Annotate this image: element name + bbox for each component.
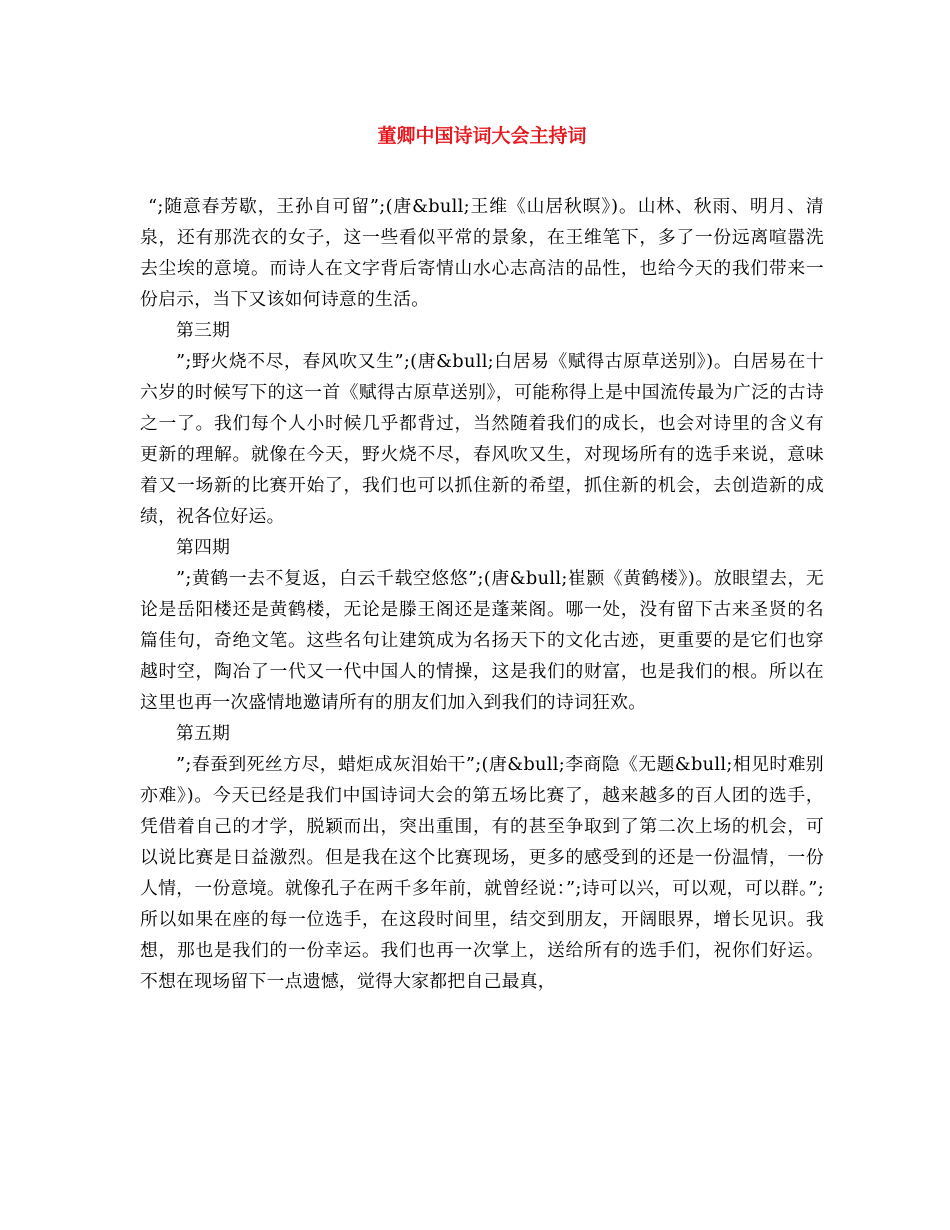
section-heading-4: 第四期 xyxy=(176,537,231,558)
document-title: 董卿中国诗词大会主持词 xyxy=(377,125,587,147)
paragraph-intro: “;随意春芳歇，王孙自可留”;(唐&bull;王维《山居秋暝》)。山林、秋雨、明月、清泉，还有那洗衣的女子，这一些看似平常的景象，在王维笔下，多了一份远离喧嚣洗去尘埃的意境。而诗人在文字背后寄情山水心志高洁的品性，也给今天的我们带来一份启示，当下又该如何诗意的生活。 xyxy=(140,196,824,310)
section-heading-5: 第五期 xyxy=(176,723,231,744)
paragraph-issue-5: ”;春蚕到死丝方尽，蜡炬成灰泪始干”;(唐&bull;李商隐《无题&bull;相见时难别亦难》)。今天已经是我们中国诗词大会的第五场比赛了，越来越多的百人团的选手，凭借着自己的才学，脱颖而出，突出重围，有的甚至争取到了第二次上场的机会，可以说比赛是日益激烈。但是我在这个比赛现场，更多的感受到的还是一份温情，一份人情，一份意境。就像孔子在两千多年前，就曾经说：”;诗可以兴，可以观，可以群。”;所以如果在座的每一位选手，在这段时间里，结交到朋友，开阔眼界，增长见识。我想，那也是我们的一份幸运。我们也再一次掌上，送给所有的选手们，祝你们好运。不想在现场留下一点遗憾，觉得大家都把自己最真， xyxy=(140,754,824,992)
document-body xyxy=(140,191,824,997)
paragraph-issue-4: ”;黄鹤一去不复返，白云千载空悠悠”;(唐&bull;崔颢《黄鹤楼》)。放眼望去，无论是岳阳楼还是黄鹤楼，无论是滕王阁还是蓬莱阁。哪一处，没有留下古来圣贤的名篇佳句，奇绝文笔。这些名句让建筑成为名扬天下的文化古迹，更重要的是它们也穿越时空，陶冶了一代又一代中国人的情操，这是我们的财富，也是我们的根。所以在这里也再一次盛情地邀请所有的朋友们加入到我们的诗词狂欢。 xyxy=(140,568,824,713)
paragraph-issue-3: ”;野火烧不尽，春风吹又生”;(唐&bull;白居易《赋得古原草送别》)。白居易在十六岁的时候写下的这一首《赋得古原草送别》，可能称得上是中国流传最为广泛的古诗之一了。我们每个人小时候几乎都背过，当然随着我们的成长，也会对诗里的含义有更新的理解。就像在今天，野火烧不尽，春风吹又生，对现场所有的选手来说，意味着又一场新的比赛开始了，我们也可以抓住新的希望，抓住新的机会，去创造新的成绩，祝各位好运。 xyxy=(140,351,824,527)
section-heading-3: 第三期 xyxy=(176,320,231,341)
